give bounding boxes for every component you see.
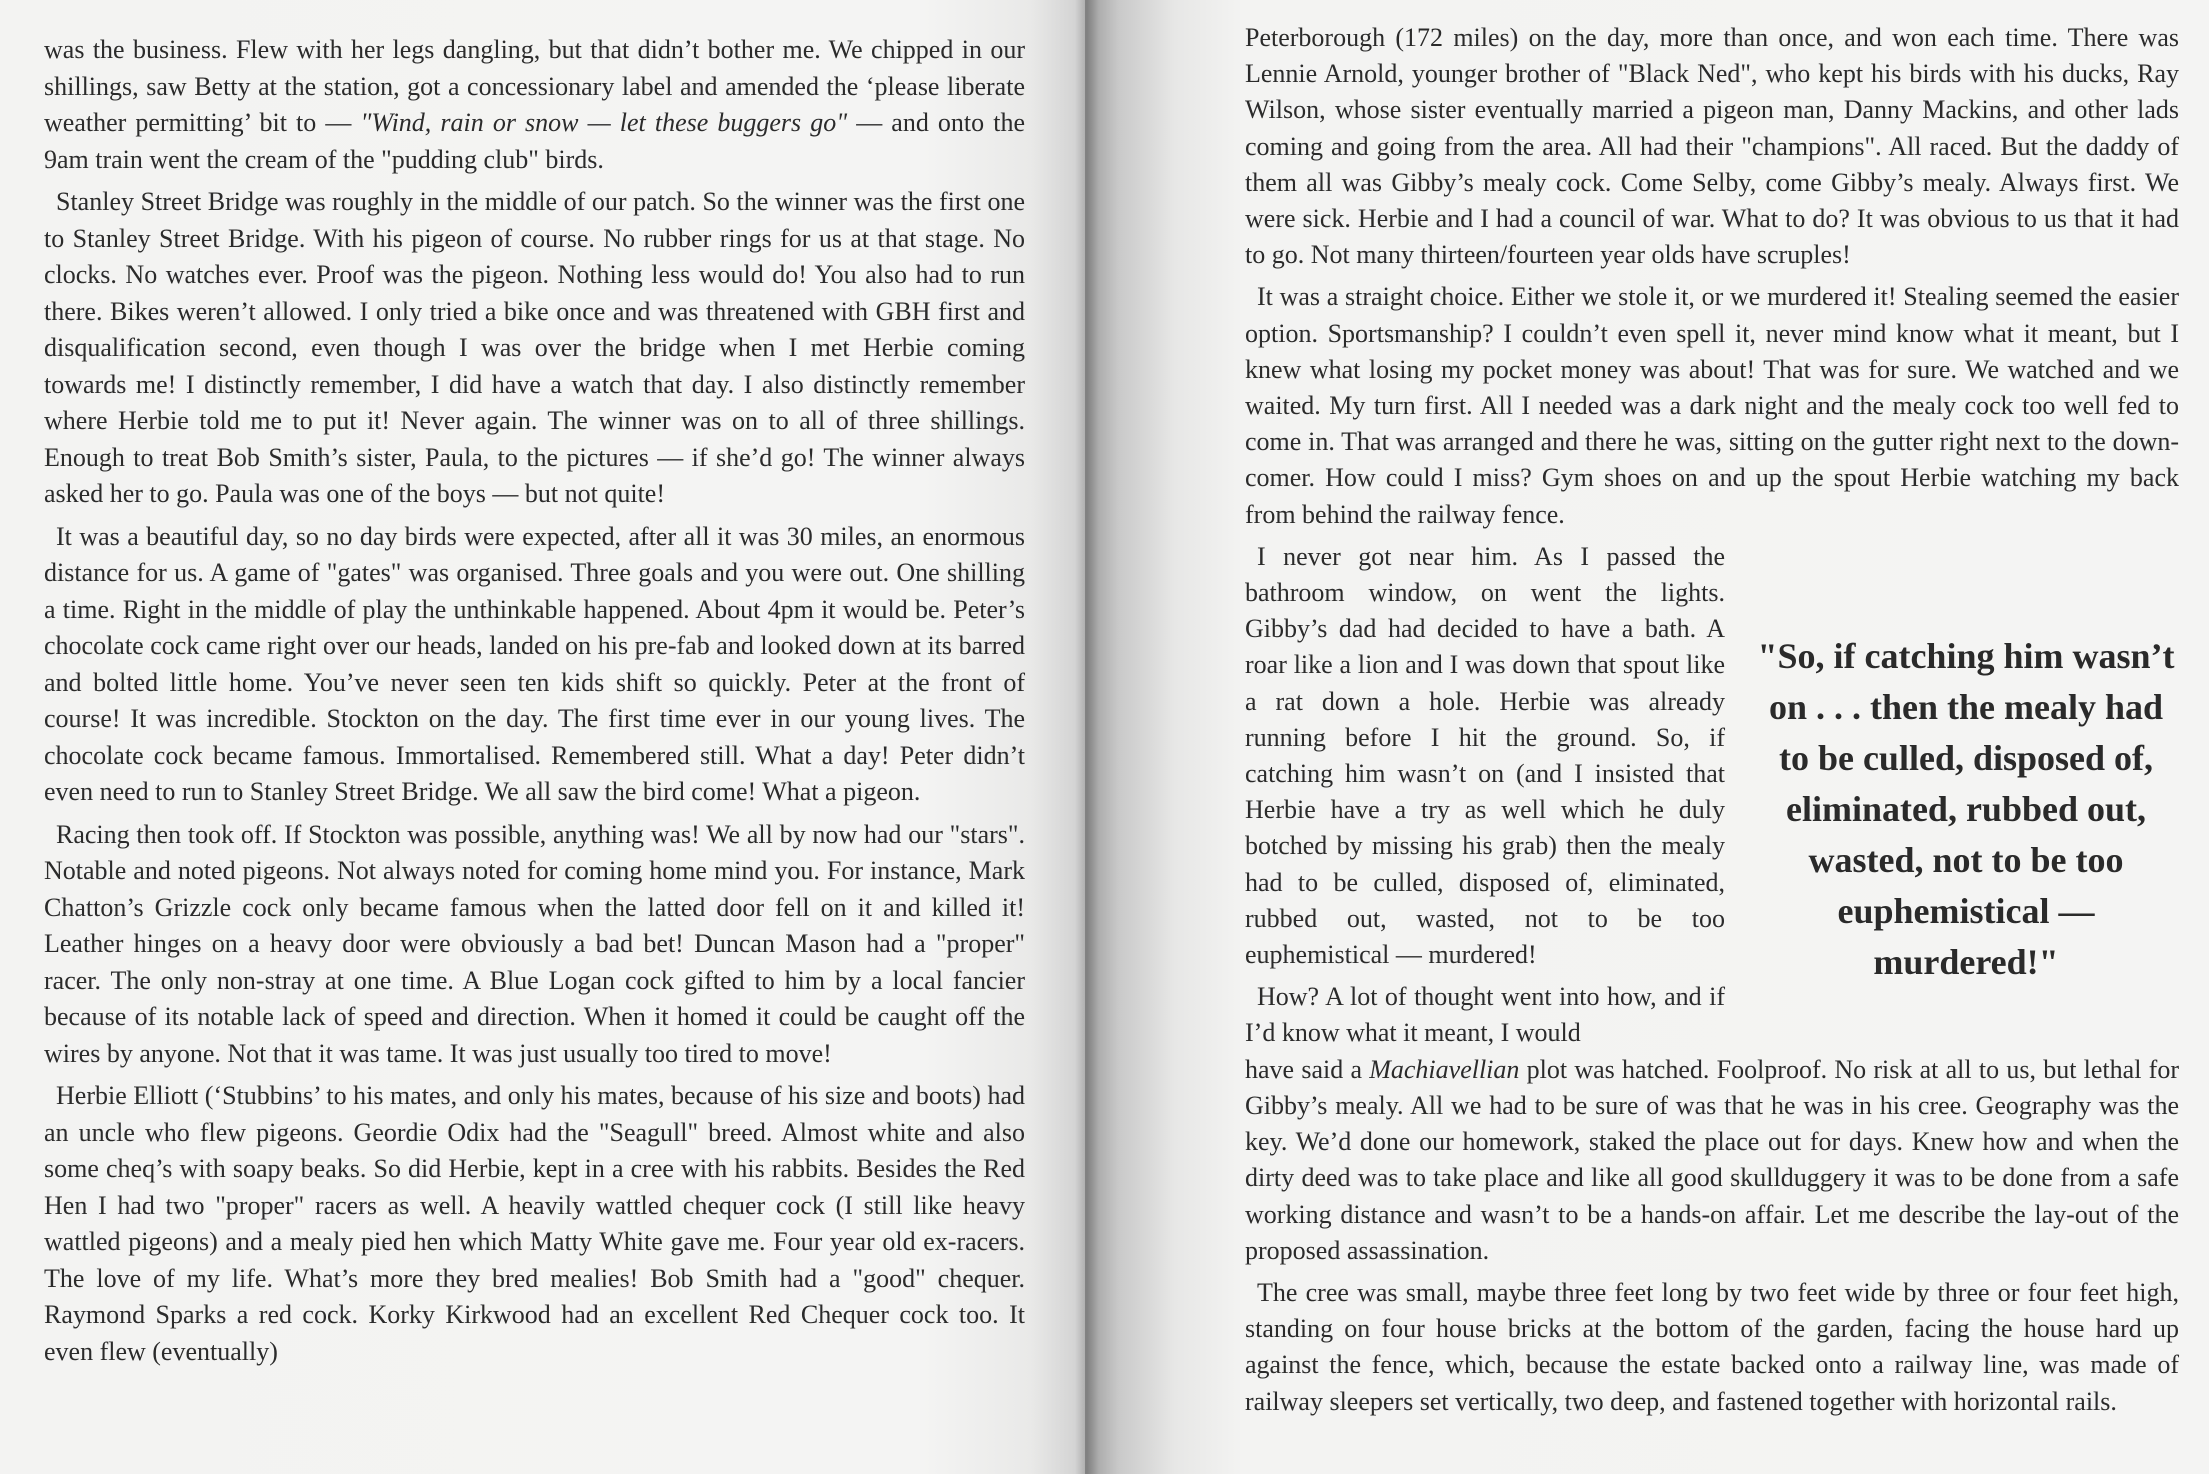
paragraph-text-tail: — and onto the 9am train went the cream of the "pudding club" birds. [44,108,1026,174]
right-paragraph-4: How? A lot of thought went into how, and if I’d know what it meant, I would [1245,982,1725,1048]
italic-word: Machiavellian [1369,1054,1520,1084]
italic-quote: "Wind, rain or snow — let these buggers go" [360,108,848,137]
right-page [1085,0,2209,1474]
left-paragraph-3: It was a beautiful day, so no day birds were expected, after all it was 30 miles, an enormous distance for us. A game of "gates" was organised. Three goals and you were out. One shilling a time. Right in the middle of play the unthinkable happened. About 4pm it would be. Peter’s chocolate cock came right over our heads, landed on his pre-fab and looked down at its barred and bolted little home. You’ve never seen ten kids shift so quickly. Peter at the front of course! It was incredible. Stockton on the day. The first time ever in our young lives. The chocolate cock became famous. Immortalised. Remembered still. What a day! Peter didn’t even need to run to Stanley Street Bridge. We all saw the bird come! What a pigeon. [44,521,1025,806]
paragraph-text: was the business. Flew with her legs dangling, but that didn’t bother me. We chipped in our shillings, saw Betty at the station, got a concessionary label and amended the ‘please liberate weather permitting’ bit to — [44,35,1025,137]
book-gutter-shadow [1075,0,1099,1474]
left-paragraph-4: Racing then took off. If Stockton was possible, anything was! We all by now had our "stars". Notable and noted pigeons. Not always noted for coming home mind you. For instance, Mark Chatton’s Grizzle cock only became famous when the latted door fell on it and killed it! Leather hinges on a heavy door were obviously a bad bet! Duncan Mason had a "proper" racer. The only non-stray at one time. A Blue Logan cock gifted to him by a local fancier because of its notable lack of speed and direction. When it homed it could be caught off the wires by anyone. Not that it was tame. It was just usually too tired to move! [44,819,1025,1068]
right-paragraph-1: Peterborough (172 miles) on the day, more than once, and won each time. There was Lennie Arnold, younger brother of "Black Ned", who kept his birds with his ducks, Ray Wilson, whose sister eventually married a pigeon man, Danny Mackins, and other lads coming and going from the area. All had their "champions". All raced. But the daddy of them all was Gibby’s mealy cock. Come Selby, come Gibby’s mealy. Always first. We were sick. Herbie and I had a council of war. What to do? It was obvious to us that it had to go. Not many thirteen/fourteen year olds have scruples! [1245,23,2179,270]
left-page [0,0,1085,1474]
left-paragraph-1 [44,32,1025,178]
left-paragraph-2: Stanley Street Bridge was roughly in the middle of our patch. So the winner was the first one to Stanley Street Bridge. With his pigeon of course. No rubber rings for us at that stage. No clocks. No watches ever. Proof was the pigeon. Nothing less would do! You also had to run there. Bikes weren’t allowed. I only tried a bike once and was threatened with GBH first and disqualification second, even though I was over the bridge when I met Herbie coming towards me! I distinctly remember, I did have a watch that day. I also distinctly remember where Herbie told me to put it! Never again. The winner was on to all of three shillings. Enough to treat Bob Smith’s sister, Paula, to the pictures — if she’d go! The winner always asked her to go. Paula was one of the boys — but not quite! [44,187,1025,508]
text-with-pullquote [1245,539,2179,1052]
right-paragraph-2: It was a straight choice. Either we stole it, or we murdered it! Stealing seemed the easier option. Sportsmanship? I couldn’t even spell it, never mind know what it meant, but I knew what losing my pocket money was about! That was for sure. We watched and we waited. My turn first. All I needed was a dark night and the mealy cock too well fed to come in. That was arranged and there he was, sitting on the gutter right next to the down-comer. How could I miss? Gym shoes on and up the spout Herbie watching my back from behind the railway fence. [1245,282,2179,529]
right-paragraph-3: I never got near him. As I passed the bathroom window, on went the lights. Gibby’s dad had decided to have a bath. A roar like a lion and I was down that spout like a rat down a hole. Herbie was already running before I hit the ground. So, if catching him wasn’t on (and I insisted that Herbie have a try as well which he duly botched by missing his grab) then the mealy had to be culled, disposed of, eliminated, rubbed out, wasted, not to be too euphemistical — murdered! [1245,541,1725,970]
left-paragraph-5: Herbie Elliott (‘Stubbins’ to his mates, and only his mates, because of his size and boots) had an uncle who flew pigeons. Geordie Odix had the "Seagull" breed. Almost white and also some cheq’s with soapy beaks. So did Herbie, kept in a cree with his rabbits. Besides the Red Hen I had two "proper" racers as well. A heavily wattled chequer cock (I still like heavy wattled pigeons) and a mealy pied hen which Matty White gave me. Four year old ex-racers. The love of my life. What’s more they bred mealies! Bob Smith had a "good" chequer. Raymond Sparks a red cock. Korky Kirkwood had an excellent Red Chequer cock too. It even flew (eventually) [44,1081,1025,1366]
right-paragraph-4-continuation [1245,1052,2179,1269]
right-paragraph-5: The cree was small, maybe three feet long by two feet wide by three or four feet high, standing on four house bricks at the bottom of the garden, facing the house hard up against the fence, which, because the estate backed onto a railway line, was made of railway sleepers set vertically, two deep, and fastened together with horizontal rails. [1245,1277,2179,1416]
pull-quote: "So, if catching him wasn’t on . . . then the mealy had to be culled, disposed of, eliminated, rubbed out, wasted, not to be too euphemistical — murdered!" [1757,635,2175,982]
wrapped-column [1245,539,1725,1052]
paragraph-text: have said a [1245,1054,1370,1084]
paragraph-text-tail: plot was hatched. Foolproof. No risk at all to us, but lethal for Gibby’s mealy. All we had to be sure of was that he was in his cree. Geography was the key. We’d done our homework, staked the place out for days. Knew how and when the dirty deed was to take place and like all good skullduggery it was to be done from a safe working distance and wasn’t to be a hands-on affair. Let me describe the lay-out of the proposed assassination. [1245,1054,2179,1265]
